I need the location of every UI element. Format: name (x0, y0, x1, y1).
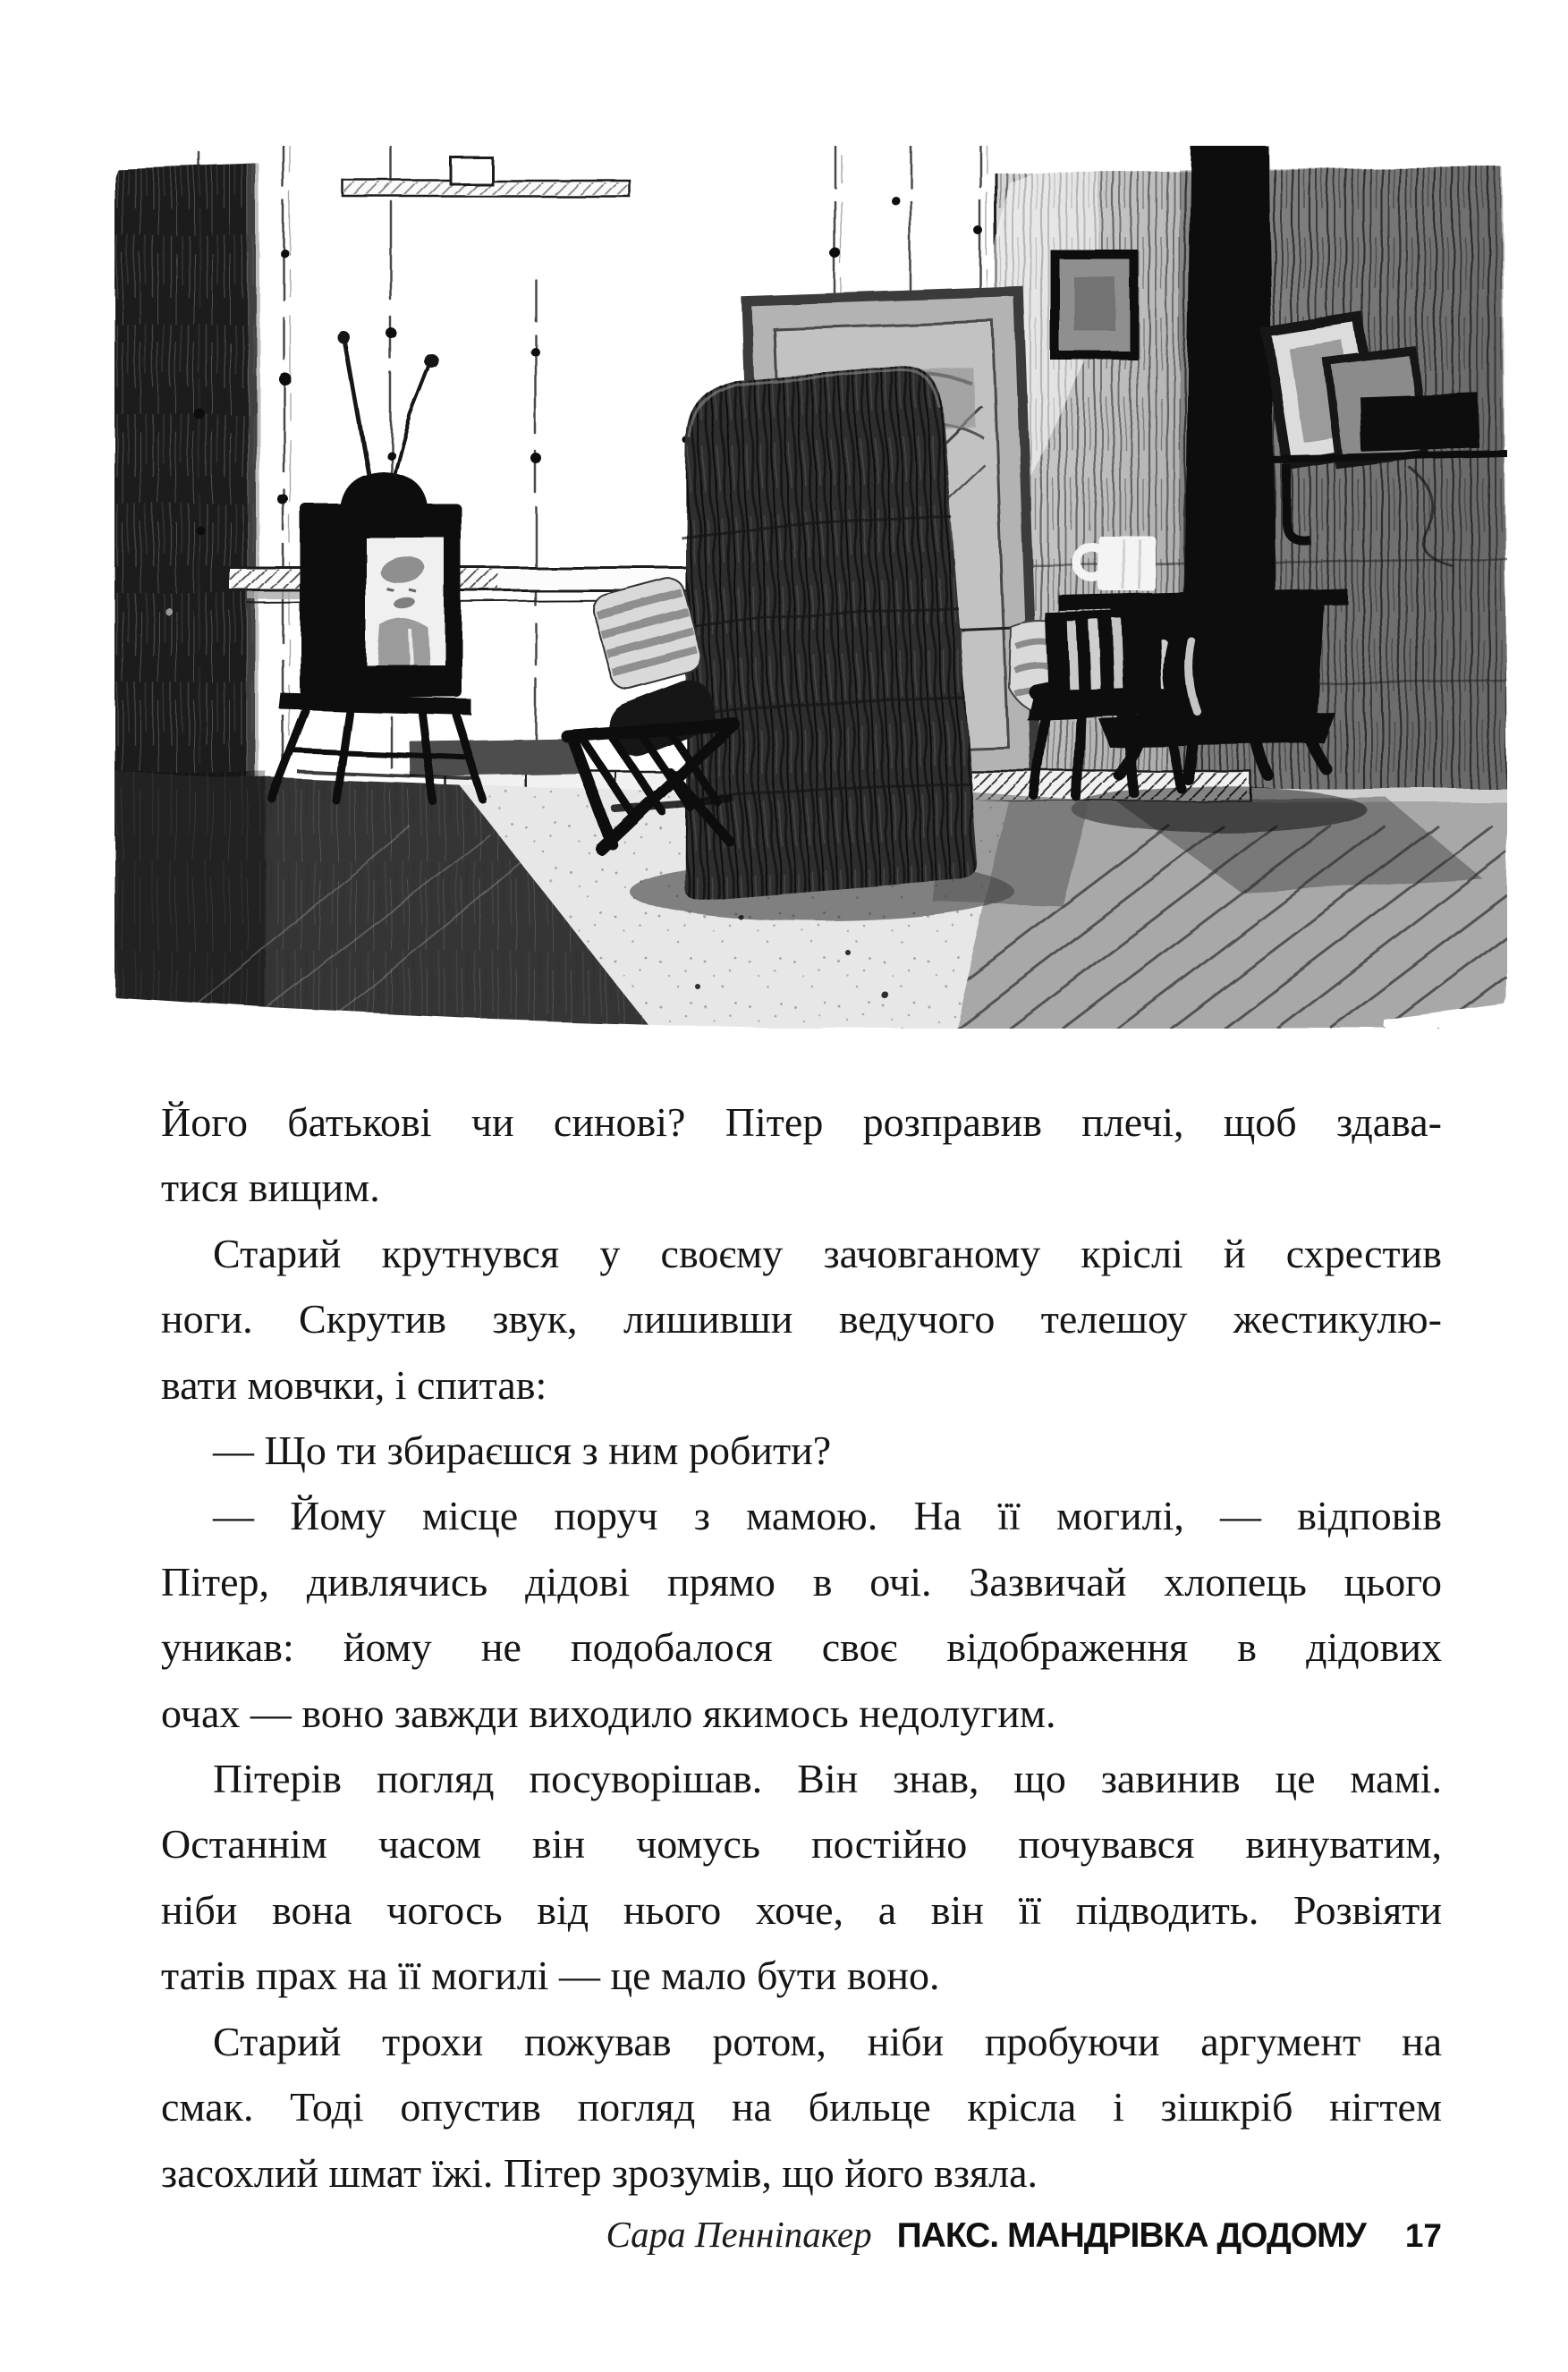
stovepipe (1184, 146, 1276, 598)
picture-frame-small (1055, 254, 1133, 355)
text-line: Старий трохи пожував ротом, ніби пробуючи аргумент на (213, 2018, 1442, 2064)
text-line: тися вищим. (161, 1165, 380, 1211)
text-line: засохлий шмат їжі. Пітер зрозумів, що його взяла. (161, 2149, 1038, 2196)
text-line: Старий крутнувся у своєму зачовганому кріслі й схрестив (213, 1230, 1442, 1276)
text-line: Пітер, дивлячись дідові прямо в очі. Зазвичай хлопець цього (161, 1558, 1442, 1605)
text-line: ніби вона чогось від нього хоче, а він її підводить. Розвіяти (161, 1886, 1442, 1933)
radio (1360, 393, 1479, 453)
illustration (114, 146, 1507, 1029)
text-line: — Що ти збираєшся з ним робити? (213, 1427, 832, 1474)
text-line: смак. Тоді опустив погляд на бильце крісла і зішкріб нігтем (161, 2084, 1442, 2131)
footer-author: Сара Пенніпакер (606, 2214, 872, 2255)
footer-page-number: 17 (1404, 2217, 1442, 2254)
text-line: татів прах на її могилі — це мало бути воно. (161, 1953, 940, 1999)
text-line: Останнім часом він чомусь постійно почувався винуватим, (161, 1821, 1442, 1868)
beam-box (450, 157, 491, 183)
text-line: ноги. Скрутив звук, лишивши ведучого телешоу жестикулю- (161, 1296, 1442, 1343)
mug (1098, 536, 1156, 591)
text-line: Його батькові чи синові? Пітер розправив плечі, щоб здава- (161, 1099, 1442, 1145)
text-line: уникав: йому не подобалося своє відображення в дідових (161, 1624, 1442, 1671)
text-line: — Йому місце поруч з мамою. На її могилі, — відповів (213, 1493, 1442, 1539)
text-line: вати мовчки, і спитав: (161, 1361, 547, 1408)
text-line: очах — воно завжди виходило якимось недолугим. (161, 1690, 1056, 1736)
body-text (161, 1089, 1442, 2206)
footer-book-title: ПАКС. МАНДРІВКА ДОДОМУ (896, 2216, 1366, 2255)
room-illustration (114, 146, 1507, 1029)
page-footer (606, 2213, 1443, 2256)
text-line: Пітерів погляд посуворішав. Він знав, що завинив це мамі. (213, 1756, 1442, 1802)
